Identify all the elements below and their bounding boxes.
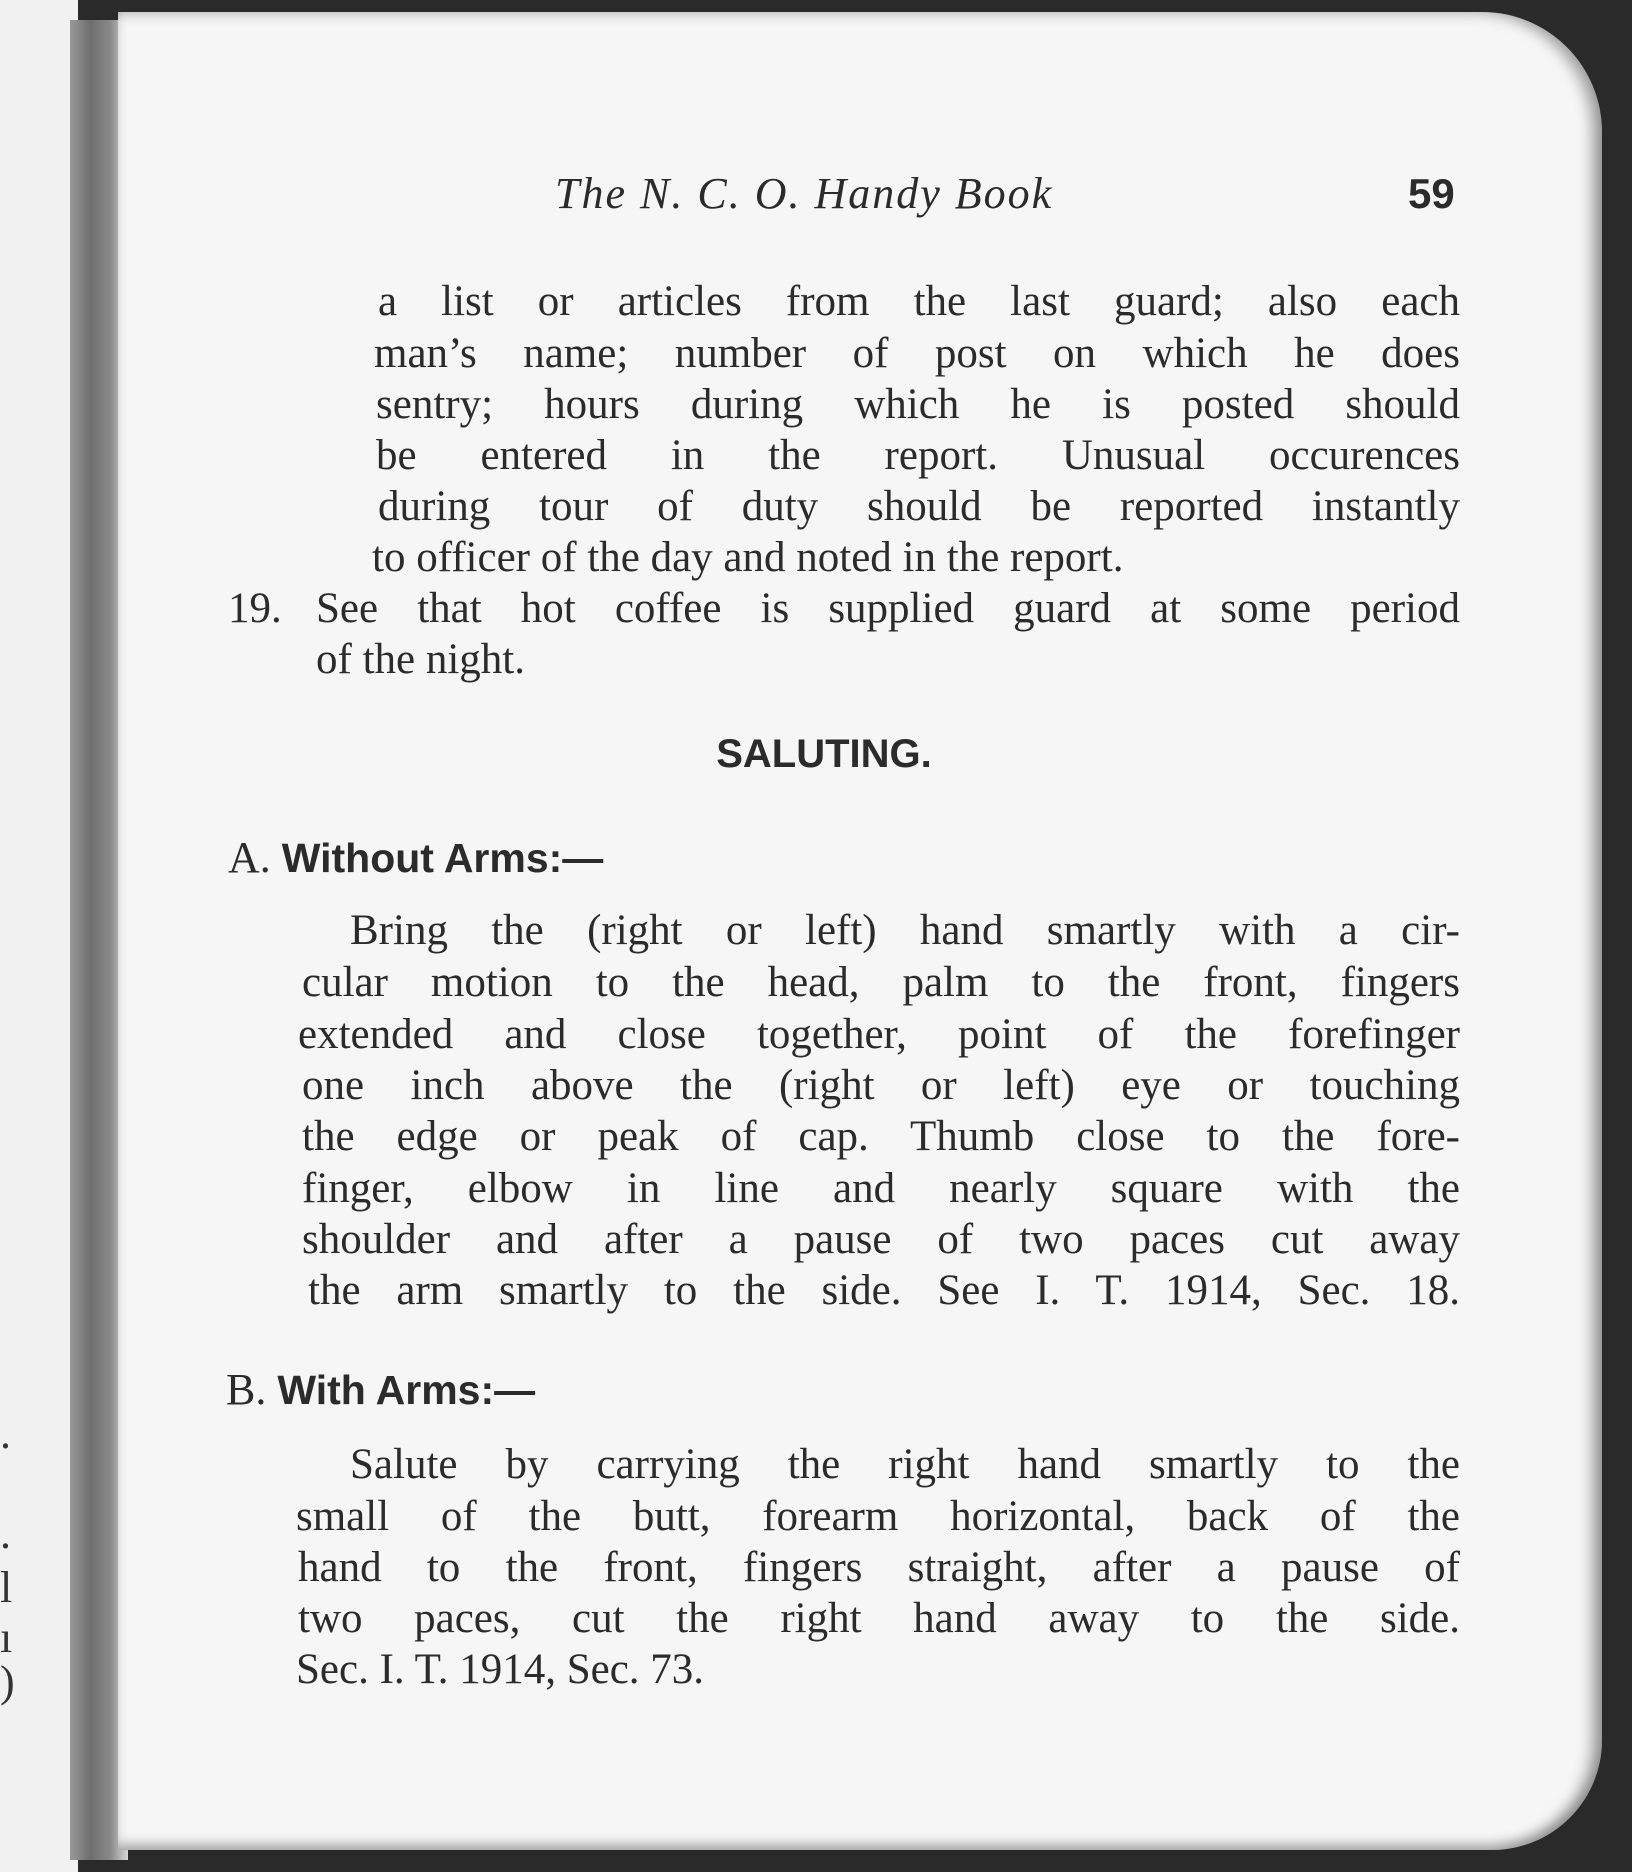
subsection-letter: B. (226, 1365, 267, 1414)
subsection-letter: A. (228, 833, 271, 882)
left-page-fragment: l (0, 1563, 13, 1612)
section-heading: SALUTING. (716, 732, 932, 776)
paragraph-line: shoulder and after a pause of two paces cut away (302, 1216, 1460, 1263)
running-header-title: The N. C. O. Handy Book (555, 169, 1054, 218)
page-number: 59 (1408, 170, 1455, 217)
left-page-fragment: ) (0, 1657, 15, 1706)
paragraph-line: hand to the front, fingers straight, after a pause of (298, 1544, 1460, 1591)
paragraph-line: sentry; hours during which he is posted should (376, 381, 1460, 428)
paragraph-line: the arm smartly to the side. See I. T. 1914, Sec. 18. (308, 1267, 1460, 1314)
list-item-line: See that hot coffee is supplied guard at some period (316, 585, 1460, 632)
left-page-fragment: ı (0, 1613, 13, 1662)
left-page-fragment: . (0, 1409, 11, 1458)
paragraph-line: a list or articles from the last guard; also each (378, 278, 1460, 325)
paragraph-line: one inch above the (right or left) eye or touching (302, 1062, 1460, 1109)
subsection-b (226, 1364, 535, 1415)
subsection-title: Without Arms:— (281, 835, 604, 881)
paragraph-line: Sec. I. T. 1914, Sec. 73. (296, 1646, 705, 1693)
left-page-fragment: . (0, 1509, 11, 1558)
paragraph-line: cular motion to the head, palm to the front, fingers (302, 959, 1460, 1006)
paragraph-line: man’s name; number of post on which he does (374, 330, 1460, 377)
paragraph-line: the edge or peak of cap. Thumb close to the fore- (302, 1113, 1460, 1160)
paragraph-line: Bring the (right or left) hand smartly with a cir- (350, 907, 1460, 954)
paragraph-line: Salute by carrying the right hand smartly to the (350, 1441, 1460, 1488)
list-item-line: of the night. (316, 636, 525, 683)
paragraph-line: small of the butt, forearm horizontal, back of the (296, 1493, 1460, 1540)
paragraph-line: extended and close together, point of the forefinger (298, 1011, 1460, 1058)
paragraph-line: be entered in the report. Unusual occurences (376, 432, 1460, 479)
left-facing-page (0, 0, 78, 1872)
paragraph-line: to officer of the day and noted in the report. (372, 534, 1124, 581)
paragraph-line: during tour of duty should be reported instantly (378, 483, 1460, 530)
subsection-title: With Arms:— (277, 1367, 536, 1413)
paragraph-line: two paces, cut the right hand away to the side. (298, 1595, 1460, 1642)
subsection-a (228, 832, 603, 883)
list-item-number: 19. (228, 585, 282, 632)
paragraph-line: finger, elbow in line and nearly square with the (302, 1165, 1460, 1212)
